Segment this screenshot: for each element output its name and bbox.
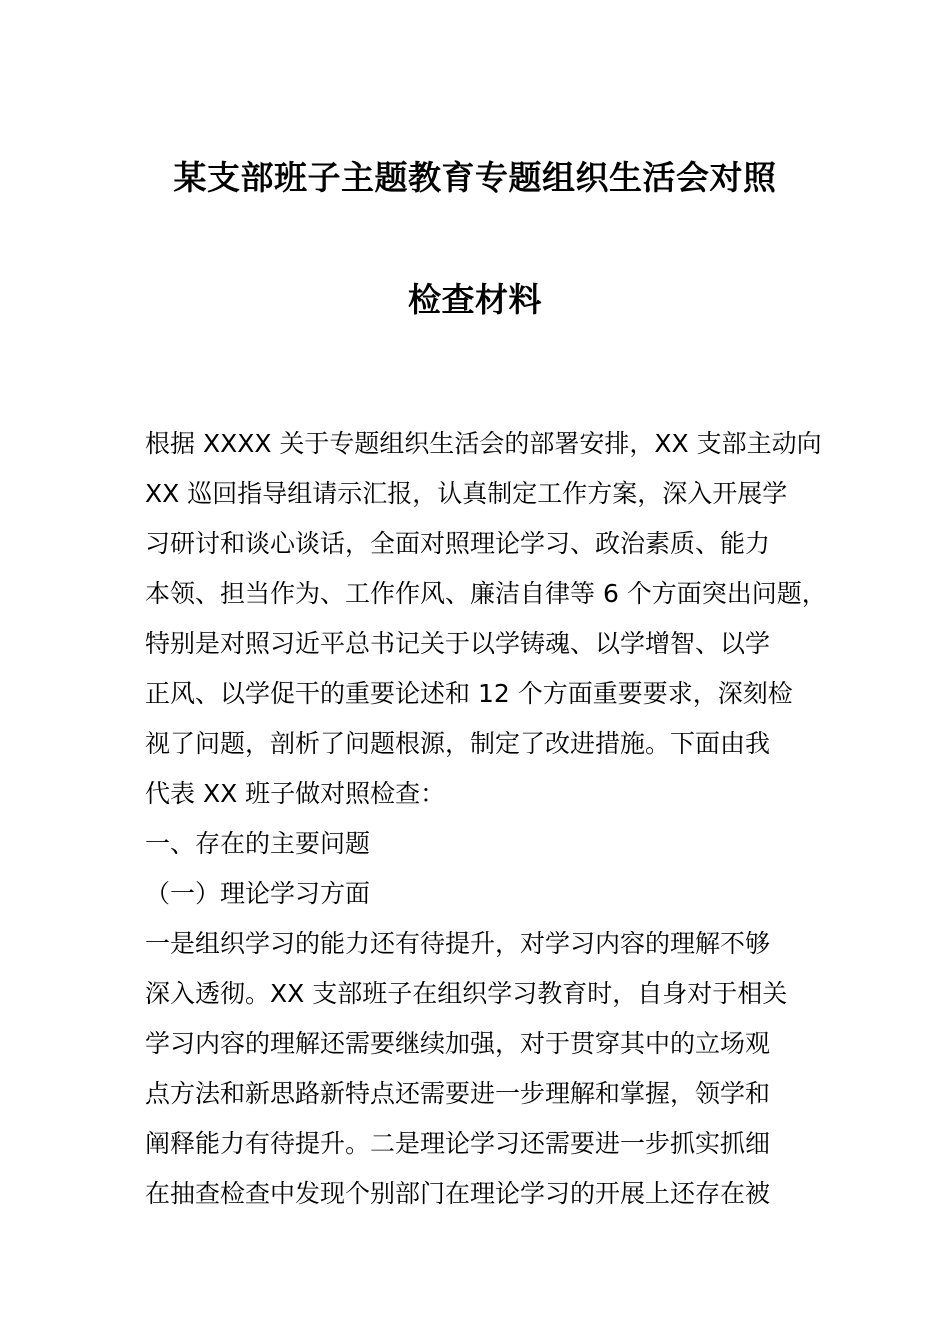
body-line: 特别是对照习近平总书记关于以学铸魂、以学增智、以学: [145, 629, 771, 658]
body-line: 阐释能力有待提升。二是理论学习还需要进一步抓实抓细: [145, 1129, 771, 1158]
body-line: 学习内容的理解还需要继续加强，对于贯穿其中的立场观: [145, 1029, 771, 1058]
body-line: 一是组织学习的能力还有待提升，对学习内容的理解不够: [145, 929, 771, 958]
body-line: 本领、担当作为、工作作风、廉洁自律等 6 个方面突出问题，: [145, 579, 827, 608]
document-title-line-2: 检查材料: [408, 280, 542, 319]
body-line: 代表 XX 班子做对照检查：: [145, 779, 446, 808]
document-body: [145, 419, 845, 1219]
body-line: 点方法和新思路新特点还需要进一步理解和掌握，领学和: [145, 1079, 771, 1108]
body-line: 正风、以学促干的重要论述和 12 个方面重要要求，深刻检: [145, 679, 793, 708]
body-line: 深入透彻。XX 支部班子在组织学习教育时，自身对于相关: [145, 979, 788, 1008]
body-line: 习研讨和谈心谈话，全面对照理论学习、政治素质、能力: [145, 529, 771, 558]
body-line: 在抽查检查中发现个别部门在理论学习的开展上还存在被: [145, 1179, 771, 1208]
body-line: XX 巡回指导组请示汇报，认真制定工作方案，深入开展学: [145, 479, 788, 508]
section-heading: 一、存在的主要问题: [145, 829, 371, 858]
body-line: 根据 XXXX 关于专题组织生活会的部署安排，XX 支部主动向: [145, 429, 822, 458]
document-title-line-1: 某支部班子主题教育专题组织生活会对照: [173, 158, 777, 197]
subsection-heading: （一）理论学习方面: [145, 879, 371, 908]
body-line: 视了问题，剖析了问题根源，制定了改进措施。下面由我: [145, 729, 771, 758]
